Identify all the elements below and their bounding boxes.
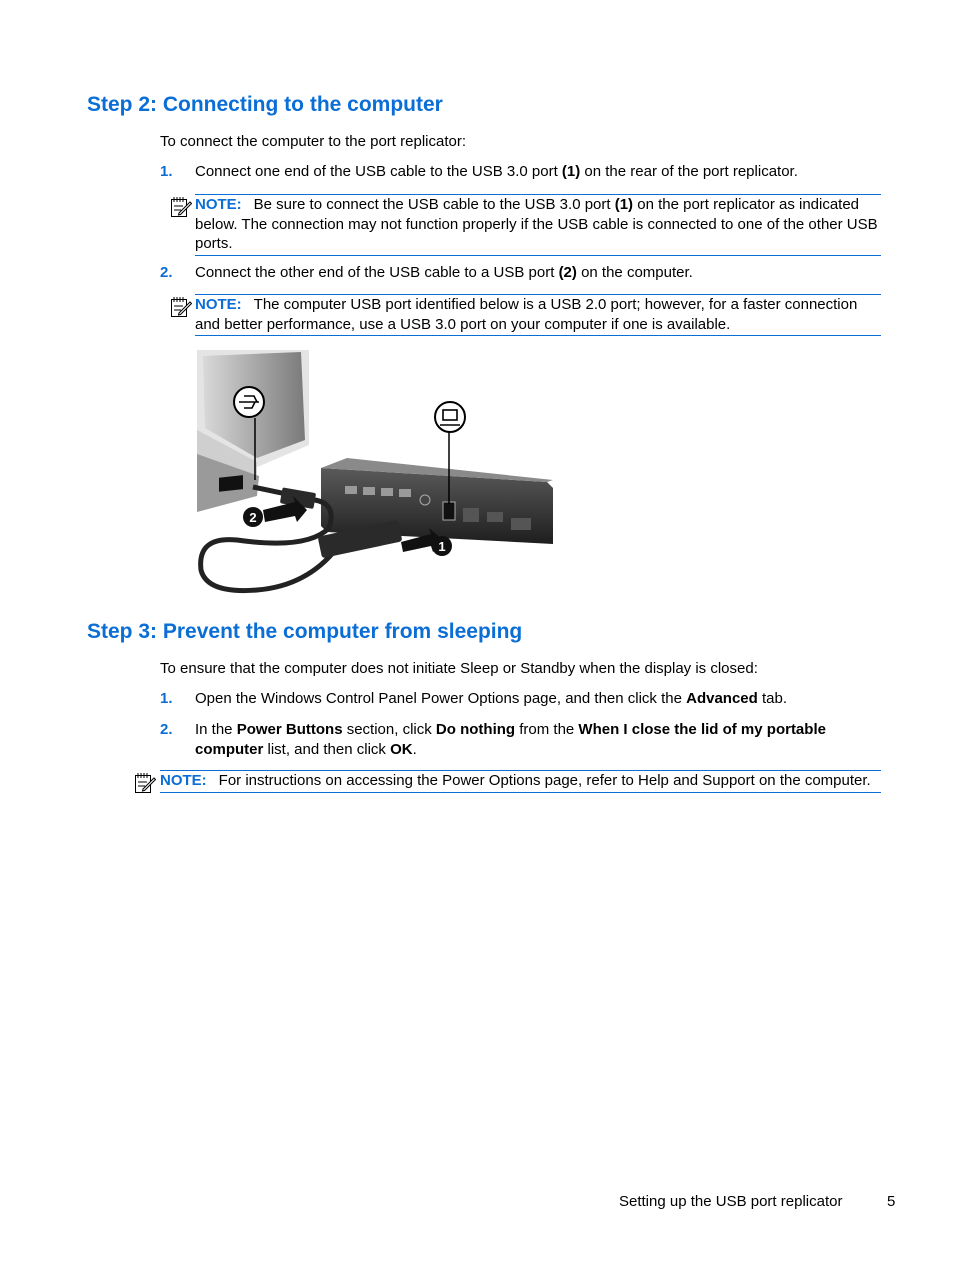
usb-connection-illustration: [197, 350, 553, 596]
step-number: 2.: [160, 264, 173, 281]
callout-2: 2: [249, 510, 257, 525]
step-number: 1.: [160, 690, 173, 707]
note-icon: [170, 296, 192, 318]
footer-title: Setting up the USB port replicator: [619, 1193, 843, 1210]
note-icon: [170, 196, 192, 218]
note-text: NOTE: Be sure to connect the USB cable to the USB 3.0 port (1) on the port replicator as indicated below. The connection may not function properly if the USB cable is connected to one of the other USB ports.: [195, 196, 878, 252]
step-number: 1.: [160, 163, 173, 180]
step-number: 2.: [160, 721, 173, 738]
intro-text: To ensure that the computer does not initiate Sleep or Standby when the display is closed:: [160, 660, 758, 677]
list-item: [160, 689, 880, 709]
note-text: NOTE: The computer USB port identified below is a USB 2.0 port; however, for a faster connection and better performance, use a USB 3.0 port on your computer if one is available.: [195, 296, 858, 333]
page-number: 5: [887, 1193, 896, 1210]
step-text: In the Power Buttons section, click Do nothing from the When I close the lid of my portable computer list, and then click OK.: [195, 721, 826, 758]
intro-text: To connect the computer to the port replicator:: [160, 133, 466, 150]
step-text: Connect one end of the USB cable to the USB 3.0 port (1) on the rear of the port replicator.: [195, 163, 798, 180]
step-text: Connect the other end of the USB cable to a USB port (2) on the computer.: [195, 264, 693, 281]
note-label: NOTE:: [195, 196, 242, 213]
callout-1: 1: [438, 539, 446, 554]
note-text: NOTE: For instructions on accessing the Power Options page, refer to Help and Support on the computer.: [160, 772, 871, 789]
section-heading-step3: Step 3: Prevent the computer from sleeping: [87, 620, 523, 643]
note-box: [195, 294, 881, 336]
note-label: NOTE:: [160, 772, 207, 789]
list-item: [160, 720, 880, 759]
list-item: [160, 162, 880, 182]
note-icon: [134, 772, 156, 794]
note-label: NOTE:: [195, 296, 242, 313]
list-item: [160, 263, 880, 283]
section-heading-step2: Step 2: Connecting to the computer: [87, 93, 443, 116]
note-box: [195, 194, 881, 256]
step-text: Open the Windows Control Panel Power Options page, and then click the Advanced tab.: [195, 690, 788, 707]
note-box: [160, 770, 881, 793]
